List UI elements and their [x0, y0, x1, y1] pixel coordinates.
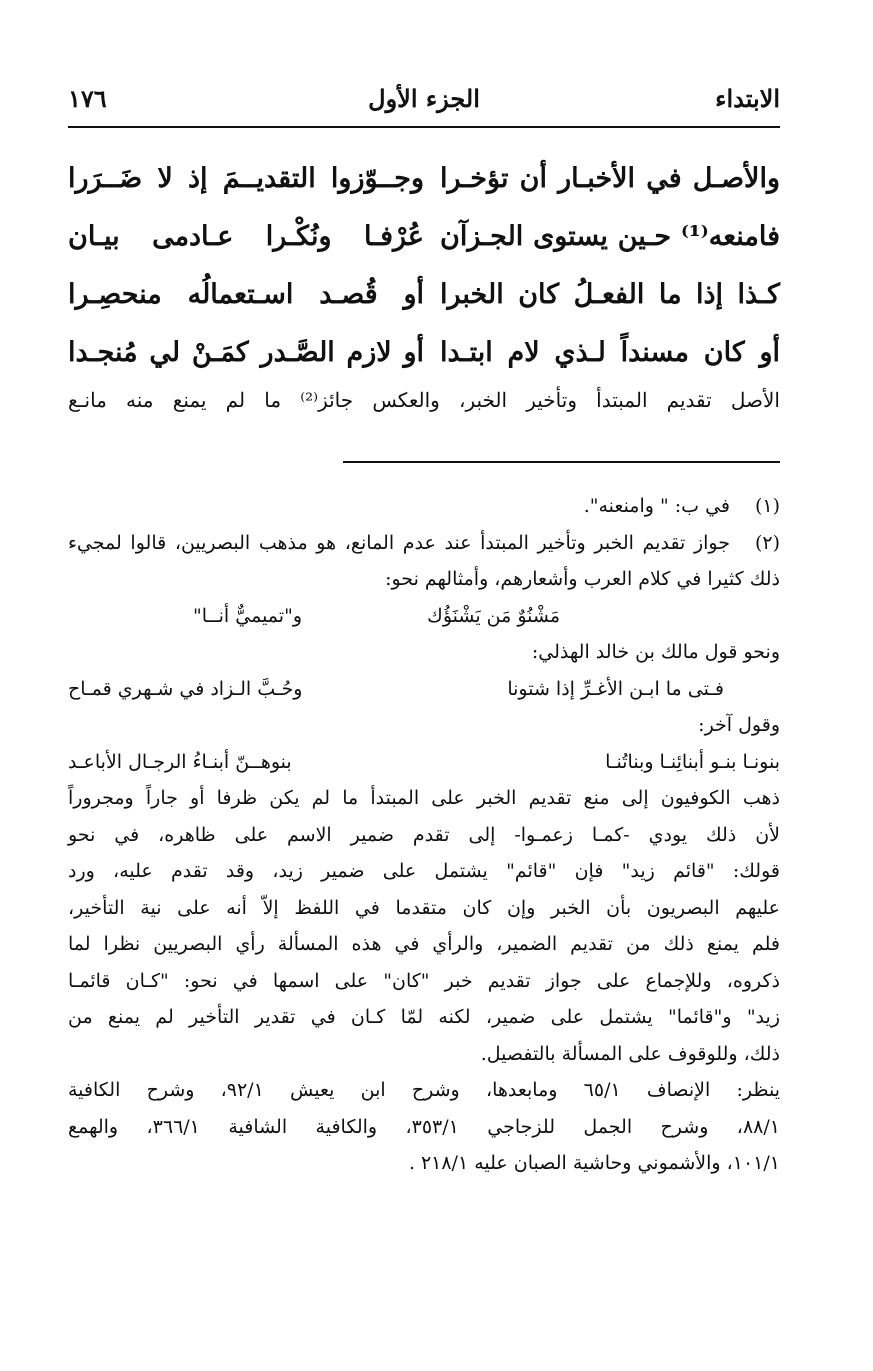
example-b: و"تميميٌّ أنــا"	[192, 604, 302, 627]
verse-first-hemistich: كـذا إذا ما الفعـلُ كان الخبرا	[440, 279, 780, 310]
footnote-line: ذهب الكوفيون إلى منع تقديم الخبر على المبتدأ ما لم يكن ظرفا أو جاراً ومجروراً	[68, 787, 780, 809]
verse-first-hemistich: أو كان مسنداً لـذي لام ابتـدا	[440, 337, 780, 368]
footnote-line: لأن ذلك يودي -كمـا زعمـوا- إلى تقدم ضمير الاسم على ظاهره، في نحو	[68, 823, 780, 846]
footnote-2	[68, 525, 780, 562]
header-rule	[68, 126, 780, 128]
footnote-line: ينظر: الإنصاف ٦٥/١ ومابعدها، وشرح ابن يعيش ٩٢/١، وشرح الكافية	[68, 1079, 780, 1101]
verse-line	[68, 221, 780, 279]
footnote-line: وقول آخر:	[698, 714, 780, 736]
quoted-verse	[68, 671, 780, 708]
footnote-line: قولك: "قائم زيد" فإن "قائم" يشتمل على ضمير زيد، وقد تقدم عليه، ورد	[68, 860, 780, 882]
footnote-number: (٢)	[754, 531, 780, 554]
quoted-verse-first: فـتى ما ابـن الأغـرِّ إذا شتونا	[507, 677, 724, 700]
quoted-verse	[68, 744, 780, 781]
page-number: ١٧٦	[68, 84, 107, 113]
footnote-1	[68, 488, 780, 525]
commentary-line: الأصل تقديم المبتدأ وتأخير الخبر، والعكس جائز⁽²⁾ ما لم يمنع منه مانـع	[68, 388, 780, 412]
footnote-line: جواز تقديم الخبر وتأخير المبتدأ عند عدم المانع، هو مذهب البصريين، قالوا لمجيء	[68, 531, 730, 554]
verse-second-hemistich: أو لازم الصَّـدر كمَـنْ لي مُنجـدا	[68, 337, 424, 368]
verse-line	[68, 337, 780, 395]
footnote-line: ذلك كثيرا في كلام العرب وأشعارهم، وأمثالهم نحو:	[385, 568, 780, 590]
verse-first-hemistich: فامنعه⁽¹⁾ حـين يستوى الجـزآن	[440, 221, 780, 252]
footnote-separator	[343, 461, 780, 463]
verse-first-hemistich: والأصـل في الأخبـار أن تؤخـرا	[440, 163, 780, 194]
footnote-text: في ب: " وامنعنه".	[583, 495, 730, 517]
footnotes	[68, 488, 780, 1182]
verse-second-hemistich: عُرْفـا ونُكْـرا عـادمى بيـان	[68, 221, 424, 252]
footnote-line: زيد" و"قائما" يشتمل على ضمير، لكنه لمّا كـان في تقدير التأخير لم يمنع من	[68, 1006, 780, 1028]
verse-line	[68, 279, 780, 337]
chapter-title: الابتداء	[715, 84, 780, 113]
example-a: مَشْنُوٌ مَن يَشْنَؤُك	[427, 604, 560, 627]
footnote-line: ١٠١/١، والأشموني وحاشية الصبان عليه ٢١٨/١ .	[408, 1152, 780, 1174]
part-title: الجزء الأول	[368, 84, 480, 113]
example-pair	[68, 598, 780, 635]
verse-line	[68, 163, 780, 221]
poem	[68, 163, 780, 395]
footnote-2-continued	[68, 561, 780, 1182]
quoted-verse-second: وحُـبَّ الـزاد في شـهري قمـاح	[68, 677, 303, 700]
footnote-line: ذكروه، وللإجماع على جواز تقديم خبر "كان" على اسمها في نحو: "كـان قائمـا	[68, 969, 780, 992]
running-header	[68, 84, 780, 124]
footnote-line: عليهم البصريون بأن الخبر وإن كان متقدما في اللفظ إلاّ أنه على نية التأخير،	[68, 896, 780, 919]
verse-second-hemistich: أو قُصـد اسـتعمالُه منحصِـرا	[68, 279, 424, 310]
verse-second-hemistich: وجــوّزوا التقديــمَ إذ لا ضَــرَرا	[68, 163, 424, 194]
footnote-line: فلم يمنع ذلك من تقديم الضمير، والرأي في هذه المسألة رأي البصريين نظرا لما	[68, 933, 780, 955]
footnote-line: ذلك، وللوقوف على المسألة بالتفصيل.	[480, 1042, 780, 1065]
footnote-number: (١)	[754, 495, 780, 517]
quoted-verse-first: بنونـا بنـو أبنائِنـا وبناتُنـا	[605, 750, 780, 773]
footnote-line: ٨٨/١، وشرح الجمل للزجاجي ٣٥٣/١، والكافية الشافية ٣٦٦/١، والهمع	[68, 1115, 780, 1138]
quoted-verse-second: بنوهــنّ أبنـاءُ الرجـال الأباعـد	[68, 750, 292, 773]
footnote-line: ونحو قول مالك بن خالد الهذلي:	[531, 641, 780, 663]
